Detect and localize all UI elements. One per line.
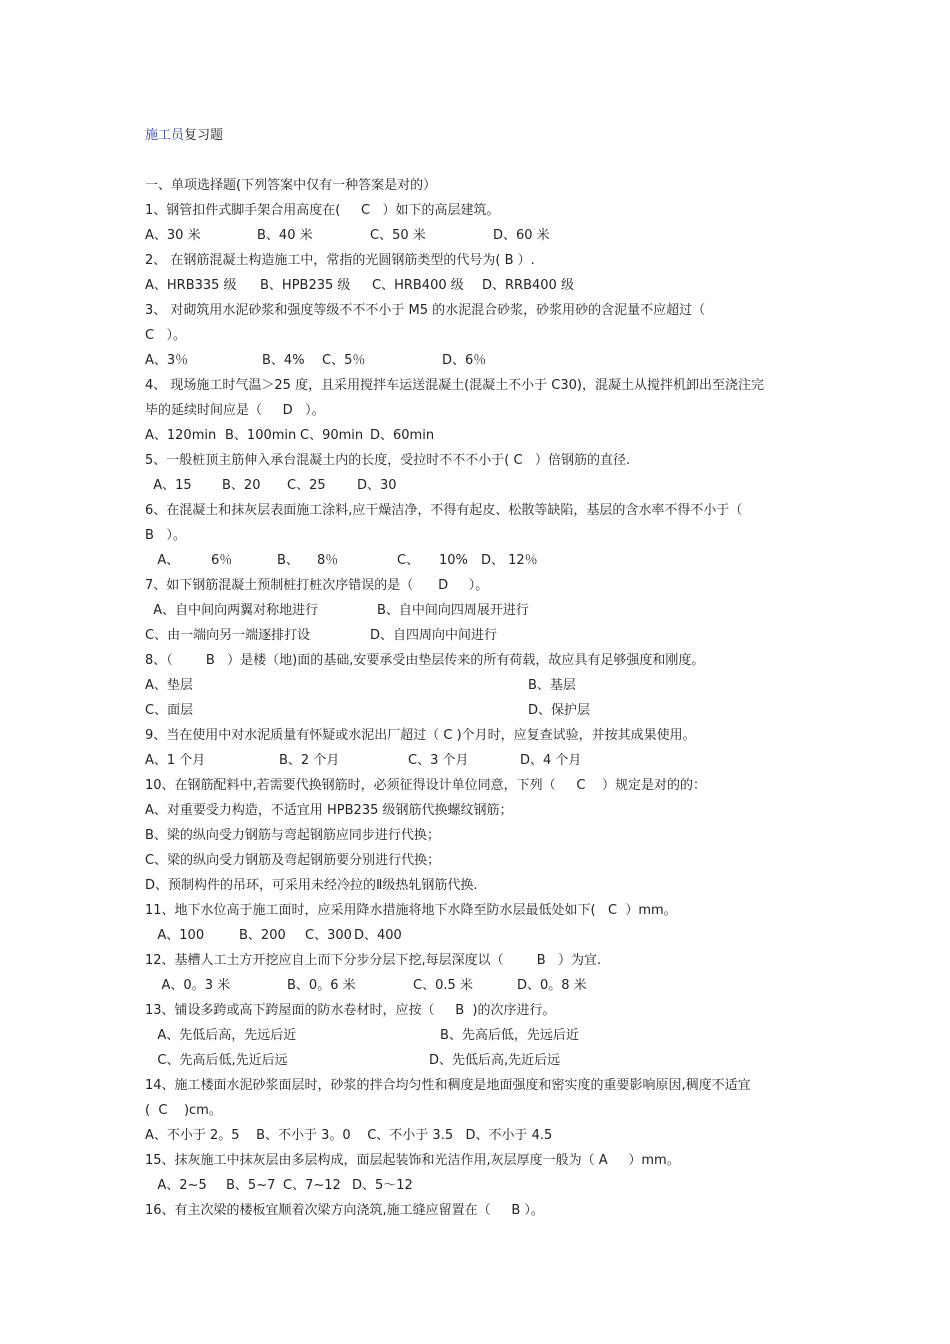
line-text: C ）。 xyxy=(145,328,186,343)
line-text: 3、 对砌筑用水泥砂浆和强度等级不不不小于 M5 的水泥混合砂浆，砂浆用砂的含泥量不应超过（ xyxy=(145,303,706,318)
line-text: 15、抹灰施工中抹灰层由多层构成，面层起装饰和光洁作用,灰层厚度一般为（ A ）mm。 xyxy=(145,1153,680,1168)
option-text: C、5％ xyxy=(322,353,366,368)
option-text: D、0。8 米 xyxy=(517,978,587,993)
line-text: D、预制构件的吊环，可采用未经冷拉的Ⅱ级热轧钢筋代换. xyxy=(145,878,478,893)
option-text: B、200 xyxy=(239,928,286,943)
text-line xyxy=(145,173,810,198)
option-text: A、120min xyxy=(145,428,217,443)
option-text: 10% xyxy=(439,553,468,568)
option-text: B、4% xyxy=(262,353,305,368)
line-text: B、梁的纵向受力钢筋与弯起钢筋应同步进行代换； xyxy=(145,828,440,843)
option-text: B、20 xyxy=(222,478,261,493)
line-text: 1、钢管扣件式脚手架合用高度在( C ）如下的高层建筑。 xyxy=(145,203,500,218)
option-text: D、 12％ xyxy=(481,553,538,568)
question-list xyxy=(145,173,810,1223)
text-line xyxy=(145,498,810,523)
option-text: B、先高后低，先远后近 xyxy=(440,1028,579,1043)
option-text: B、HPB235 级 xyxy=(260,278,351,293)
option-text: C、先高后低,先近后远 xyxy=(145,1053,288,1068)
option-text: D、RRB400 级 xyxy=(482,278,574,293)
line-text: 4、 现场施工时气温＞25 度，且采用搅拌车运送混凝土(混凝土不小于 C30)，混凝土从搅拌机卸出至浇注完 xyxy=(145,378,764,393)
option-text: C、0.5 米 xyxy=(413,978,473,993)
title-highlight: 施工员 xyxy=(145,128,185,143)
option-text: A、0。3 米 xyxy=(145,978,231,993)
option-text: D、30 xyxy=(357,478,397,493)
text-line xyxy=(145,723,810,748)
text-line xyxy=(145,673,810,698)
option-text: A、2~5 xyxy=(145,1178,207,1193)
option-text: A、垫层 xyxy=(145,678,193,693)
text-line xyxy=(145,348,810,373)
option-text: C、 xyxy=(397,553,420,568)
text-line xyxy=(145,1173,810,1198)
option-text: B、5~7 xyxy=(226,1178,276,1193)
option-text: 8％ xyxy=(317,553,339,568)
option-text: C、HRB400 级 xyxy=(372,278,464,293)
option-text: D、保护层 xyxy=(528,703,591,718)
text-line xyxy=(145,373,810,398)
option-text: C、由一端向另一端逐排打设 xyxy=(145,628,311,643)
text-line xyxy=(145,273,810,298)
line-text: 毕的延续时间应是（ D ）。 xyxy=(145,403,325,418)
line-text: A、不小于 2。5 B、不小于 3。0 C、不小于 3.5 D、不小于 4.5 xyxy=(145,1128,553,1143)
option-text: C、7~12 xyxy=(283,1178,341,1193)
text-line xyxy=(145,573,810,598)
option-text: B、40 米 xyxy=(257,228,313,243)
option-text: C、90min xyxy=(300,428,364,443)
line-text: 5、一般桩顶主筋伸入承台混凝土内的长度，受拉时不不不小于( C ）倍钢筋的直径. xyxy=(145,453,631,468)
line-text: 10、在钢筋配料中,若需要代换钢筋时，必须征得设计单位同意，下列（ C ）规定是对的的： xyxy=(145,778,706,793)
text-line xyxy=(145,248,810,273)
option-text: B、0。6 米 xyxy=(287,978,356,993)
line-text: 14、施工楼面水泥砂浆面层时，砂浆的拌合均匀性和稠度是地面强度和密实度的重要影响原因,稠度不适宜 xyxy=(145,1078,751,1093)
option-text: A、30 米 xyxy=(145,228,201,243)
line-text: 16、有主次梁的楼板宜顺着次梁方向浇筑,施工缝应留置在（ B ）。 xyxy=(145,1203,544,1218)
text-line xyxy=(145,198,810,223)
text-line xyxy=(145,473,810,498)
text-line xyxy=(145,1073,810,1098)
option-text: D、自四周向中间进行 xyxy=(370,628,498,643)
text-line xyxy=(145,848,810,873)
option-text: A、15 xyxy=(145,478,192,493)
text-line xyxy=(145,623,810,648)
text-line xyxy=(145,398,810,423)
text-line xyxy=(145,648,810,673)
option-text: D、60min xyxy=(370,428,435,443)
option-text: C、300 xyxy=(305,928,352,943)
text-line xyxy=(145,873,810,898)
option-text: C、25 xyxy=(287,478,326,493)
line-text: A、对重要受力构造，不适宜用 HPB235 级钢筋代换螺纹钢筋； xyxy=(145,803,513,818)
text-line xyxy=(145,523,810,548)
text-line xyxy=(145,898,810,923)
text-line xyxy=(145,698,810,723)
line-text: 6、在混凝土和抹灰层表面施工涂料,应干燥洁净，不得有起皮、松散等缺陷，基层的含水率不得不小于（ xyxy=(145,503,743,518)
line-text: 9、当在使用中对水泥质量有怀疑或水泥出厂超过（ C )个月时，应复查试验，并按其成果使用。 xyxy=(145,728,696,743)
line-text: 2、 在钢筋混凝土构造施工中，常指的光圆钢筋类型的代号为( B ）. xyxy=(145,253,535,268)
option-text: C、面层 xyxy=(145,703,194,718)
text-line xyxy=(145,748,810,773)
text-line xyxy=(145,923,810,948)
text-line xyxy=(145,323,810,348)
line-text: 13、铺设多跨或高下跨屋面的防水卷材时，应按（ B )的次序进行。 xyxy=(145,1003,556,1018)
text-line xyxy=(145,1098,810,1123)
line-text: 8、（ B ）是楼（地)面的基础,安要承受由垫层传来的所有荷载，故应具有足够强度和刚度。 xyxy=(145,653,705,668)
option-text: A、先低后高，先远后近 xyxy=(145,1028,297,1043)
text-line xyxy=(145,773,810,798)
text-line xyxy=(145,223,810,248)
option-text: A、HRB335 级 xyxy=(145,278,237,293)
option-text: A、自中间向两翼对称地进行 xyxy=(145,603,319,618)
option-text: A、1 个月 xyxy=(145,753,206,768)
text-line xyxy=(145,1023,810,1048)
option-text: D、60 米 xyxy=(493,228,550,243)
text-line xyxy=(145,998,810,1023)
text-line xyxy=(145,973,810,998)
option-text: A、3％ xyxy=(145,353,189,368)
line-text: 12、基槽人工土方开挖应自上而下分步分层下挖,每层深度以（ B ）为宜. xyxy=(145,953,602,968)
text-line xyxy=(145,598,810,623)
line-text: ( C )cm。 xyxy=(145,1103,222,1118)
line-text: 11、地下水位高于施工面时，应采用降水措施将地下水降至防水层最低处如下( C ）mm。 xyxy=(145,903,677,918)
text-line xyxy=(145,548,810,573)
text-line xyxy=(145,948,810,973)
option-text: A、100 xyxy=(145,928,205,943)
option-text: B、100min xyxy=(225,428,297,443)
option-text: 6％ xyxy=(211,553,233,568)
line-text: C、梁的纵向受力钢筋及弯起钢筋要分别进行代换； xyxy=(145,853,441,868)
text-line xyxy=(145,1198,810,1223)
text-line xyxy=(145,423,810,448)
line-text: 一、单项选择题(下列答案中仅有一种答案是对的） xyxy=(145,178,437,193)
line-text: 7、如下钢筋混凝土预制桩打桩次序错误的是（ D ）。 xyxy=(145,578,489,593)
option-text: B、基层 xyxy=(528,678,576,693)
line-text: B ）。 xyxy=(145,528,186,543)
option-text: B、2 个月 xyxy=(279,753,340,768)
text-line xyxy=(145,823,810,848)
option-text: D、5～12 xyxy=(352,1178,413,1193)
option-text: A、 xyxy=(145,553,180,568)
text-line xyxy=(145,798,810,823)
option-text: C、50 米 xyxy=(370,228,426,243)
text-line xyxy=(145,298,810,323)
document-title xyxy=(145,127,223,145)
option-text: D、先低后高,先近后远 xyxy=(429,1053,561,1068)
text-line xyxy=(145,448,810,473)
text-line xyxy=(145,1148,810,1173)
option-text: D、400 xyxy=(354,928,402,943)
option-text: D、6％ xyxy=(442,353,487,368)
text-line xyxy=(145,1048,810,1073)
text-line xyxy=(145,1123,810,1148)
option-text: B、自中间向四周展开进行 xyxy=(377,603,529,618)
option-text: C、3 个月 xyxy=(408,753,469,768)
title-rest: 复习题 xyxy=(184,128,224,143)
option-text: B、 xyxy=(277,553,299,568)
option-text: D、4 个月 xyxy=(520,753,582,768)
